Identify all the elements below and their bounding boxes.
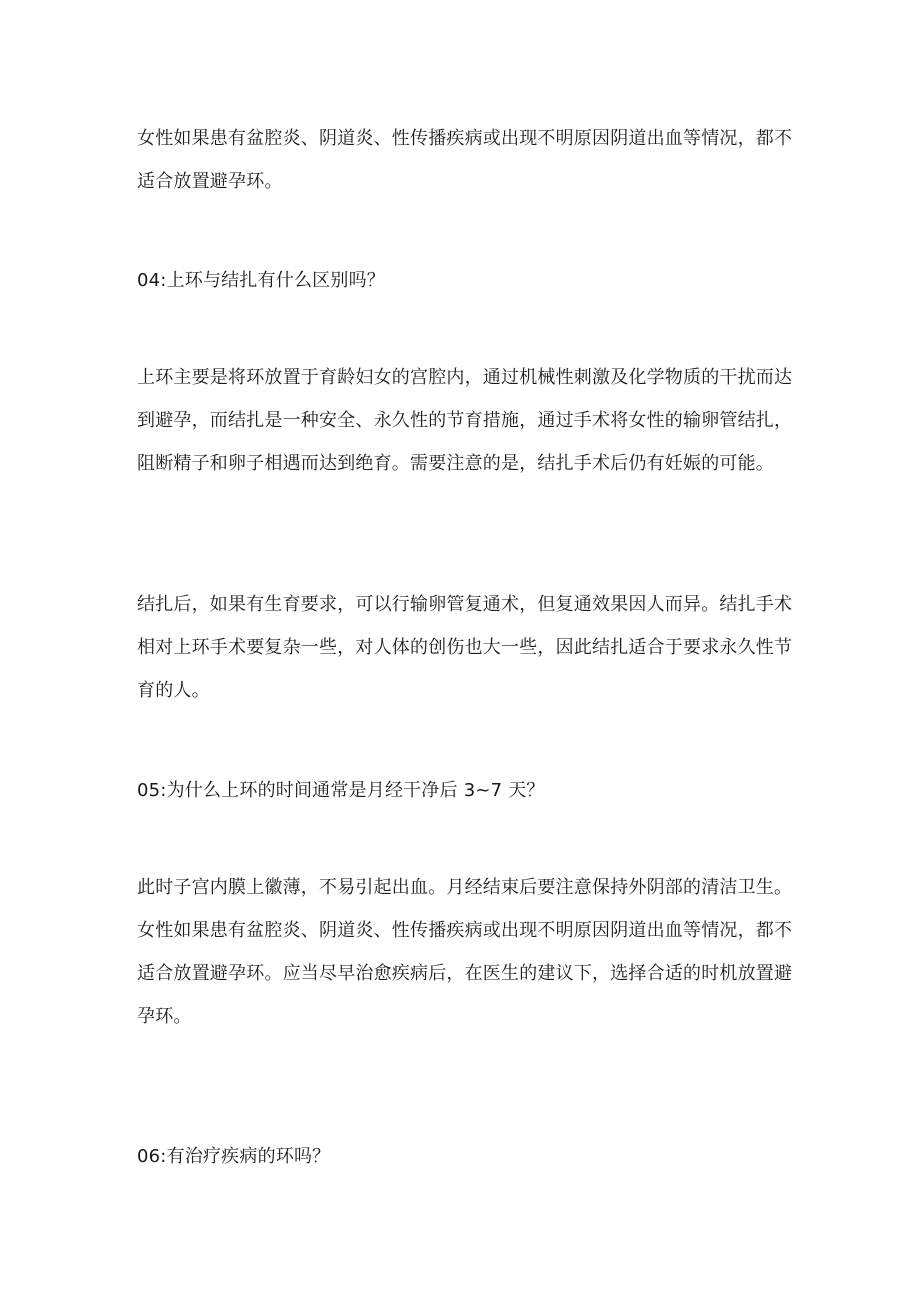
heading-question-06: 06:有治疗疾病的环吗？ xyxy=(137,1146,331,1167)
paragraph-iud-vs-ligation: 上环主要是将环放置于育龄妇女的宫腔内，通过机械性刺激及化学物质的干扰而达到避孕，而结扎是一种安全、永久性的节育措施，通过手术将女性的输卵管结扎，阻断精子和卵子相遇而达到绝育。需要注意的是，结扎手术后仍有妊娠的可能。 xyxy=(137,367,793,474)
paragraph-timing-explanation: 此时子宫内膜上徽薄，不易引起出血。月经结束后要注意保持外阴部的清洁卫生。女性如果患有盆腔炎、阴道炎、性传播疾病或出现不明原因阴道出血等情况，都不适合放置避孕环。应当尽早治愈疾病后，在医生的建议下，选择合适的时机放置避孕环。 xyxy=(137,877,793,1027)
heading-question-05: 05:为什么上环的时间通常是月经干净后 3~7 天？ xyxy=(137,780,545,801)
paragraph-contraindications: 女性如果患有盆腔炎、阴道炎、性传播疾病或出现不明原因阴道出血等情况，都不适合放置避孕环。 xyxy=(137,128,793,192)
paragraph-after-ligation: 结扎后，如果有生育要求，可以行输卵管复通术，但复通效果因人而异。结扎手术相对上环手术要复杂一些，对人体的创伤也大一些，因此结扎适合于要求永久性节育的人。 xyxy=(137,594,793,701)
heading-question-04: 04:上环与结扎有什么区别吗？ xyxy=(137,270,385,291)
